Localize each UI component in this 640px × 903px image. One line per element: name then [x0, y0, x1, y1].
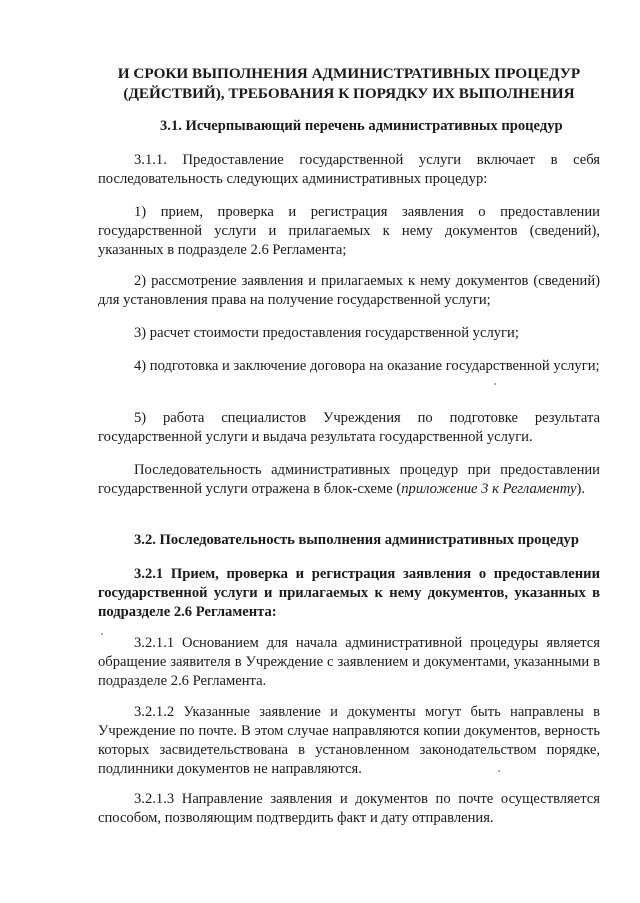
paragraph-sequence	[98, 461, 600, 499]
list-item-4: 4) подготовка и заключение договора на оказание государственной услуги;	[134, 358, 600, 374]
paragraph-sequence-end: ).	[576, 481, 585, 497]
section-3-2-heading: 3.2. Последовательность выполнения административных процедур	[134, 532, 579, 548]
page-heading-line-2: (ДЕЙСТВИЙ), ТРЕБОВАНИЯ К ПОРЯДКУ ИХ ВЫПОЛНЕНИЯ	[123, 85, 575, 102]
subsection-3-2-1-heading: 3.2.1 Прием, проверка и регистрация заявления о предоставлении государственной услуги и прилагаемых к нему документов, указанных в подразделе 2.6 Регламента:	[98, 566, 600, 620]
paragraph-sequence-appendix-ref: приложение 3 к Регламенту	[401, 481, 577, 497]
paragraph-3-2-1-2: 3.2.1.2 Указанные заявление и документы могут быть направлены в Учреждение по почте. В этом случае направляются копии документов, верность которых засвидетельствована в установленном законодательством порядке, подлинники документов не направляются.	[98, 704, 600, 777]
list-item-2: 2) рассмотрение заявления и прилагаемых к нему документов (сведений) для установления права на получение государственной услуги;	[98, 273, 600, 308]
paragraph-sequence-text: Последовательность административных процедур при предоставлении государственной услуги отражена в блок-схеме (	[98, 462, 600, 497]
page-heading	[98, 64, 600, 104]
page-heading-line-1: И СРОКИ ВЫПОЛНЕНИЯ АДМИНИСТРАТИВНЫХ ПРОЦЕДУР	[117, 65, 581, 82]
section-3-1-heading: 3.1. Исчерпывающий перечень административных процедур	[160, 118, 563, 134]
list-item-1: 1) прием, проверка и регистрация заявления о предоставлении государственной услуги и прилагаемых к нему документов (сведений), указанных в подразделе 2.6 Регламента;	[98, 204, 600, 258]
scan-speck	[101, 633, 103, 635]
scan-speck	[498, 770, 500, 772]
scan-speck	[494, 383, 496, 385]
paragraph-3-2-1-1: 3.2.1.1 Основанием для начала административной процедуры является обращение заявителя в Учреждение с заявлением и документами, указанными в подразделе 2.6 Регламента.	[98, 635, 600, 689]
paragraph-3-2-1-3: 3.2.1.3 Направление заявления и документов по почте осуществляется способом, позволяющим подтвердить факт и дату отправления.	[98, 791, 600, 826]
list-item-3: 3) расчет стоимости предоставления государственной услуги;	[134, 325, 519, 341]
list-item-5: 5) работа специалистов Учреждения по подготовке результата государственной услуги и выдача результата государственной услуги.	[98, 410, 600, 445]
paragraph-3-1-1: 3.1.1. Предоставление государственной услуги включает в себя последовательность следующих административных процедур:	[98, 152, 600, 187]
